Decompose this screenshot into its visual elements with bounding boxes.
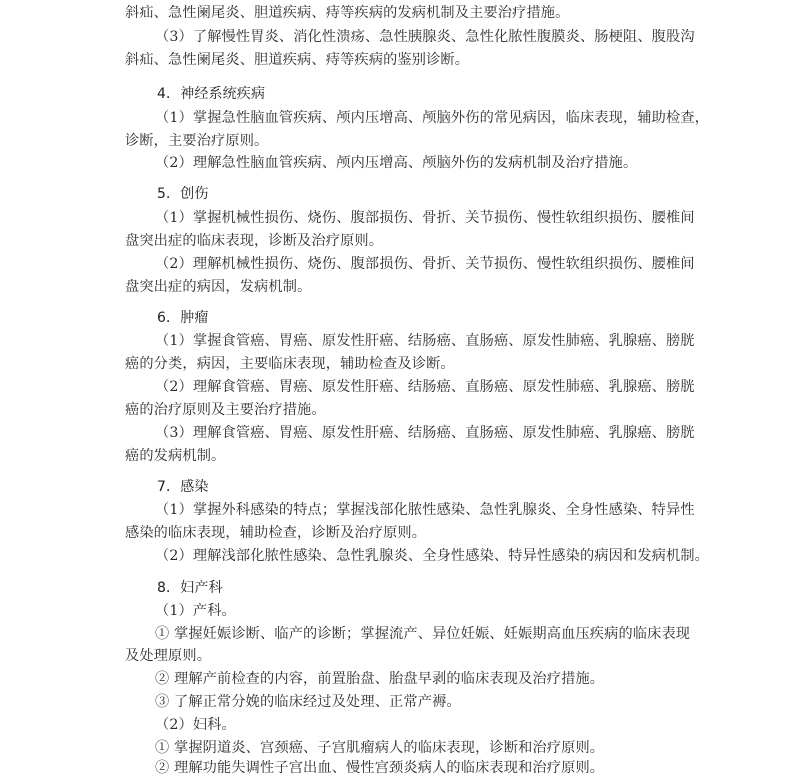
paragraph-line: （3）了解慢性胃炎、消化性溃疡、急性胰腺炎、急性化脓性腹膜炎、肠梗阻、腹股沟 [155,29,695,45]
paragraph-line: 癌的治疗原则及主要治疗措施。 [125,402,326,418]
paragraph-line: ③ 了解正常分娩的临床经过及处理、正常产褥。 [155,694,461,710]
paragraph-line: （1）掌握食管癌、胃癌、原发性肝癌、结肠癌、直肠癌、原发性肺癌、乳腺癌、膀胱 [155,333,695,349]
paragraph-line: （3）理解食管癌、胃癌、原发性肝癌、结肠癌、直肠癌、原发性肺癌、乳腺癌、膀胱 [155,425,695,441]
paragraph-line: （1）掌握外科感染的特点；掌握浅部化脓性感染、急性乳腺炎、全身性感染、特异性 [155,502,695,518]
paragraph-line: （2）理解机械性损伤、烧伤、腹部损伤、骨折、关节损伤、慢性软组织损伤、腰椎间 [155,256,695,272]
paragraph-line: （2）理解急性脑血管疾病、颅内压增高、颅脑外伤的发病机制及治疗措施。 [155,155,638,171]
paragraph-line: 斜疝、急性阑尾炎、胆道疾病、痔等疾病的鉴别诊断。 [125,52,470,68]
subsection-line: （1）产科。 [155,603,236,619]
subsection-line: （2）妇科。 [155,717,236,733]
section-heading: 8．妇产科 [157,580,223,596]
paragraph-line: （2）理解浅部化脓性感染、急性乳腺炎、全身性感染、特异性感染的病因和发病机制。 [155,548,710,564]
paragraph-line: ① 掌握阴道炎、宫颈癌、子宫肌瘤病人的临床表现，诊断和治疗原则。 [155,740,605,756]
section-heading: 7．感染 [157,479,209,495]
section-heading: 6．肿瘤 [157,310,209,326]
paragraph-line: 盘突出症的临床表现，诊断及治疗原则。 [125,233,384,249]
paragraph-line: 盘突出症的病因，发病机制。 [125,279,312,295]
paragraph-line: 感染的临床表现，辅助检查，诊断及治疗原则。 [125,525,427,541]
paragraph-line: （1）掌握机械性损伤、烧伤、腹部损伤、骨折、关节损伤、慢性软组织损伤、腰椎间 [155,210,695,226]
paragraph-line: 癌的分类，病因，主要临床表现，辅助检查及诊断。 [125,356,455,372]
section-heading: 4．神经系统疾病 [157,86,266,102]
paragraph-line: ② 理解功能失调性子宫出血、慢性宫颈炎病人的临床表现和治疗原则。 [155,760,605,776]
paragraph-line: ① 掌握妊娠诊断、临产的诊断；掌握流产、异位妊娠、妊娠期高血压疾病的临床表现 [155,626,691,642]
paragraph-line: ② 理解产前检查的内容，前置胎盘、胎盘早剥的临床表现及治疗措施。 [155,671,605,687]
paragraph-line: （2）理解食管癌、胃癌、原发性肝癌、结肠癌、直肠癌、原发性肺癌、乳腺癌、膀胱 [155,379,695,395]
section-heading: 5．创伤 [157,186,209,202]
paragraph-line: 斜疝、急性阑尾炎、胆道疾病、痔等疾病的发病机制及主要治疗措施。 [125,5,570,21]
paragraph-line: 及处理原则。 [125,648,212,664]
paragraph-line: 癌的发病机制。 [125,448,226,464]
paragraph-line: 诊断，主要治疗原则。 [125,133,269,149]
paragraph-line: （1）掌握急性脑血管疾病、颅内压增高、颅脑外伤的常见病因，临床表现，辅助检查， [155,110,710,126]
